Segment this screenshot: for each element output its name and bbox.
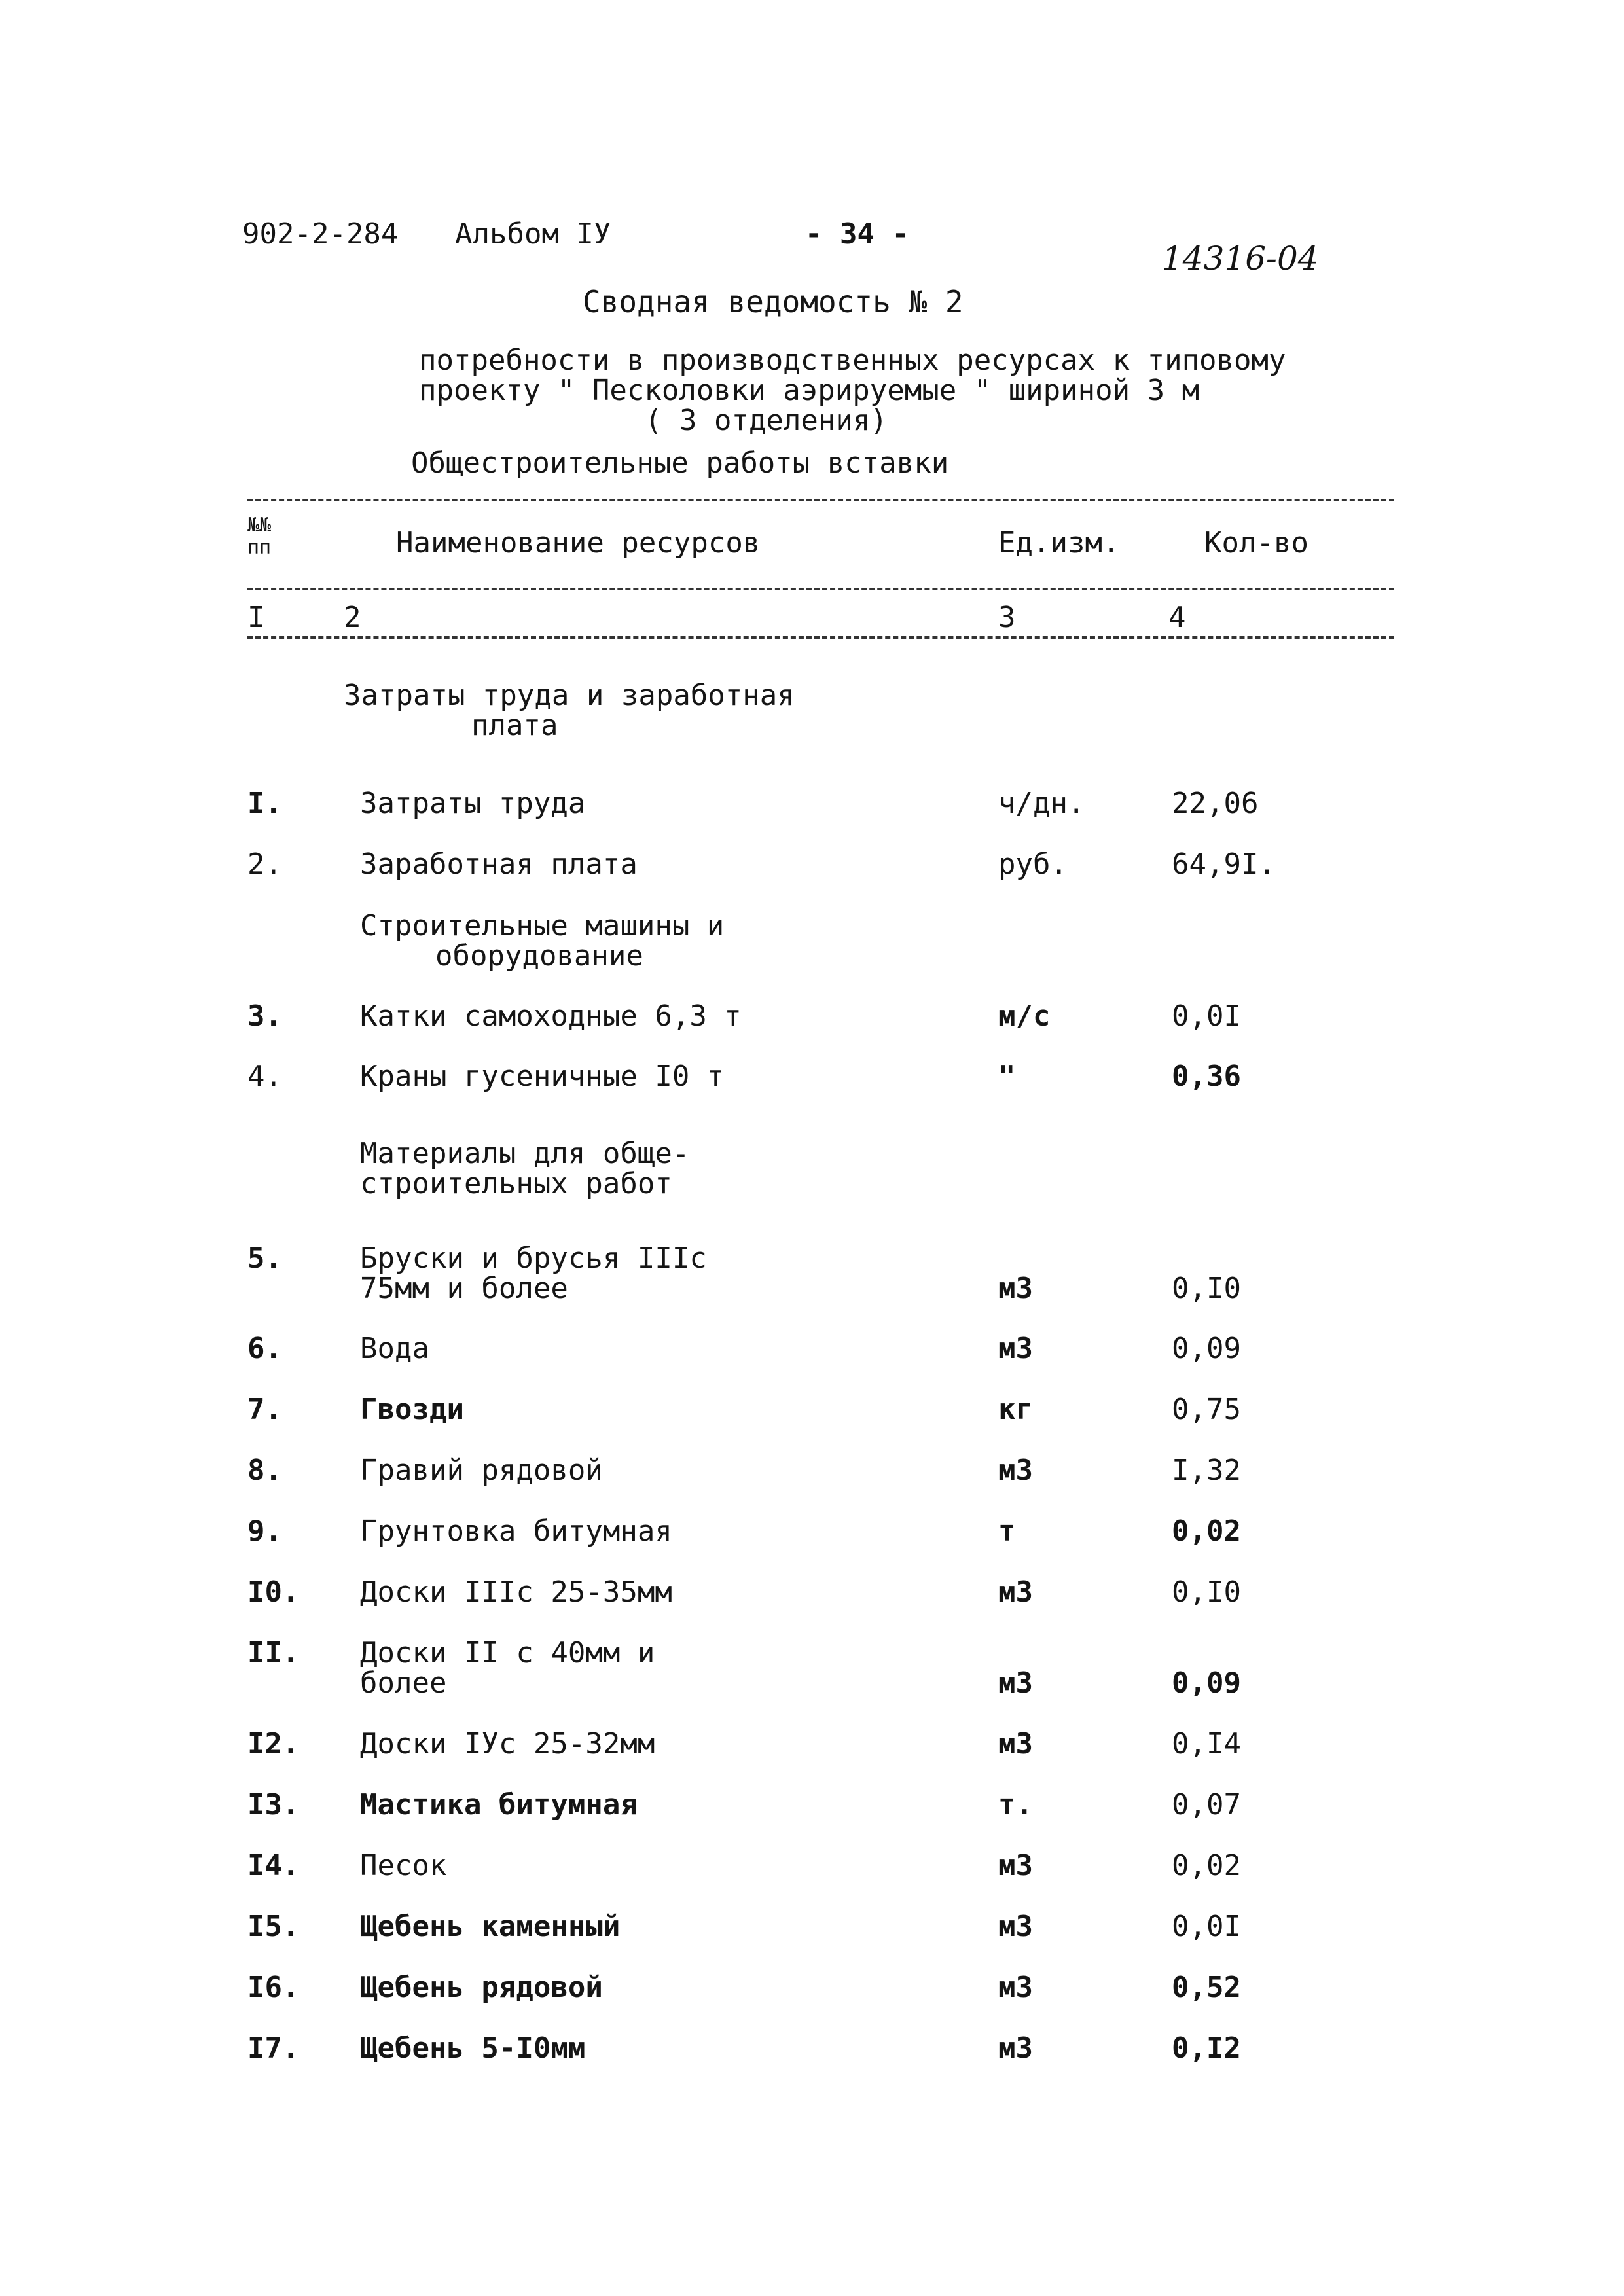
- album-label: Альбом IУ: [455, 217, 611, 251]
- row-num: 2.: [247, 848, 282, 881]
- row-name: Доски IУс 25-32мм: [360, 1727, 655, 1761]
- row-num: 3.: [247, 999, 282, 1033]
- col-number-2: 2: [344, 601, 361, 634]
- table-top-rule: [247, 499, 1394, 501]
- row-unit: м/с: [998, 999, 1051, 1033]
- row-name: Доски IIIс 25-35мм: [360, 1575, 672, 1609]
- row-num: 5.: [247, 1242, 282, 1275]
- row-num: I2.: [247, 1727, 300, 1761]
- group-title-materials-cont: строительных работ: [360, 1167, 672, 1200]
- handwritten-number: 14316-04: [1162, 240, 1319, 278]
- row-qty: 0,09: [1172, 1666, 1241, 1700]
- row-qty: 0,09: [1172, 1332, 1241, 1365]
- row-qty: 0,52: [1172, 1971, 1241, 2004]
- row-unit: т: [998, 1515, 1016, 1548]
- row-qty: 0,36: [1172, 1060, 1241, 1093]
- group-title-materials: Материалы для обще-: [360, 1137, 690, 1170]
- row-unit: т.: [998, 1788, 1033, 1821]
- row-name: Щебень 5-I0мм: [360, 2032, 586, 2065]
- row-unit: м3: [998, 1575, 1033, 1609]
- document-code: 902-2-284: [242, 217, 399, 251]
- header-num: №№ пп: [247, 514, 272, 559]
- row-num: I7.: [247, 2032, 300, 2065]
- row-num: 9.: [247, 1515, 282, 1548]
- row-name: Краны гусеничные I0 т: [360, 1060, 725, 1093]
- row-num: I3.: [247, 1788, 300, 1821]
- row-name-cont: 75мм и более: [360, 1272, 568, 1305]
- row-qty: 0,02: [1172, 1515, 1241, 1548]
- col-number-3: 3: [998, 601, 1016, 634]
- group-title-machines: Строительные машины и: [360, 909, 725, 942]
- row-num: I6.: [247, 1971, 300, 2004]
- row-qty: 0,I0: [1172, 1272, 1241, 1305]
- row-name: Щебень каменный: [360, 1910, 621, 1943]
- row-name-cont: более: [360, 1666, 447, 1700]
- col-number-1: I: [247, 601, 265, 634]
- row-name: Катки самоходные 6,3 т: [360, 999, 742, 1033]
- row-name: Затраты труда: [360, 787, 586, 820]
- row-num: II.: [247, 1636, 300, 1670]
- row-qty: 64,9I.: [1172, 848, 1276, 881]
- row-num: I0.: [247, 1575, 300, 1609]
- page-number: - 34 -: [805, 217, 909, 251]
- row-unit: ": [998, 1060, 1016, 1093]
- col-number-rule: [247, 636, 1394, 639]
- row-name: Гвозди: [360, 1393, 464, 1426]
- row-name: Мастика битумная: [360, 1788, 638, 1821]
- row-qty: 0,I0: [1172, 1575, 1241, 1609]
- header-qty: Кол-во: [1204, 526, 1308, 560]
- row-qty: 0,75: [1172, 1393, 1241, 1426]
- group-title-labour: Затраты труда и заработная: [344, 679, 795, 712]
- group-title-machines-cont: оборудование: [435, 939, 643, 973]
- row-qty: 0,0I: [1172, 999, 1241, 1033]
- row-qty: 0,07: [1172, 1788, 1241, 1821]
- row-qty: 0,I2: [1172, 2032, 1241, 2065]
- row-name: Заработная плата: [360, 848, 638, 881]
- subtitle-line-3: ( 3 отделения): [645, 404, 888, 437]
- row-name: Песок: [360, 1849, 447, 1882]
- row-name: Бруски и брусья IIIс: [360, 1242, 707, 1275]
- section-title: Общестроительные работы вставки: [411, 446, 949, 480]
- row-qty: 0,02: [1172, 1849, 1241, 1882]
- row-qty: 0,I4: [1172, 1727, 1241, 1761]
- row-name: Гравий рядовой: [360, 1454, 603, 1487]
- row-name: Грунтовка битумная: [360, 1515, 672, 1548]
- row-num: I5.: [247, 1910, 300, 1943]
- subtitle-line-1: потребности в производственных ресурсах к типовому: [419, 344, 1286, 377]
- row-unit: м3: [998, 1272, 1033, 1305]
- row-qty: 22,06: [1172, 787, 1259, 820]
- row-num: 8.: [247, 1454, 282, 1487]
- row-num: 4.: [247, 1060, 282, 1093]
- header-name: Наименование ресурсов: [396, 526, 761, 560]
- row-unit: м3: [998, 1332, 1033, 1365]
- row-unit: ч/дн.: [998, 787, 1085, 820]
- row-name: Доски II с 40мм и: [360, 1636, 655, 1670]
- row-qty: 0,0I: [1172, 1910, 1241, 1943]
- row-unit: м3: [998, 1666, 1033, 1700]
- document-title: Сводная ведомость № 2: [583, 284, 964, 319]
- row-unit: м3: [998, 2032, 1033, 2065]
- subtitle-line-2: проекту " Песколовки аэрируемые " шириной 3 м: [419, 374, 1200, 407]
- row-unit: руб.: [998, 848, 1068, 881]
- header-rule: [247, 588, 1394, 590]
- row-unit: м3: [998, 1971, 1033, 2004]
- row-qty: I,32: [1172, 1454, 1241, 1487]
- row-num: 7.: [247, 1393, 282, 1426]
- header-unit: Ед.изм.: [998, 526, 1120, 560]
- row-num: I.: [247, 787, 282, 820]
- row-unit: м3: [998, 1454, 1033, 1487]
- row-num: I4.: [247, 1849, 300, 1882]
- row-unit: м3: [998, 1849, 1033, 1882]
- group-title-labour-cont: плата: [471, 709, 558, 742]
- row-unit: м3: [998, 1910, 1033, 1943]
- row-name: Щебень рядовой: [360, 1971, 603, 2004]
- col-number-4: 4: [1168, 601, 1186, 634]
- row-num: 6.: [247, 1332, 282, 1365]
- row-name: Вода: [360, 1332, 429, 1365]
- row-unit: кг: [998, 1393, 1033, 1426]
- row-unit: м3: [998, 1727, 1033, 1761]
